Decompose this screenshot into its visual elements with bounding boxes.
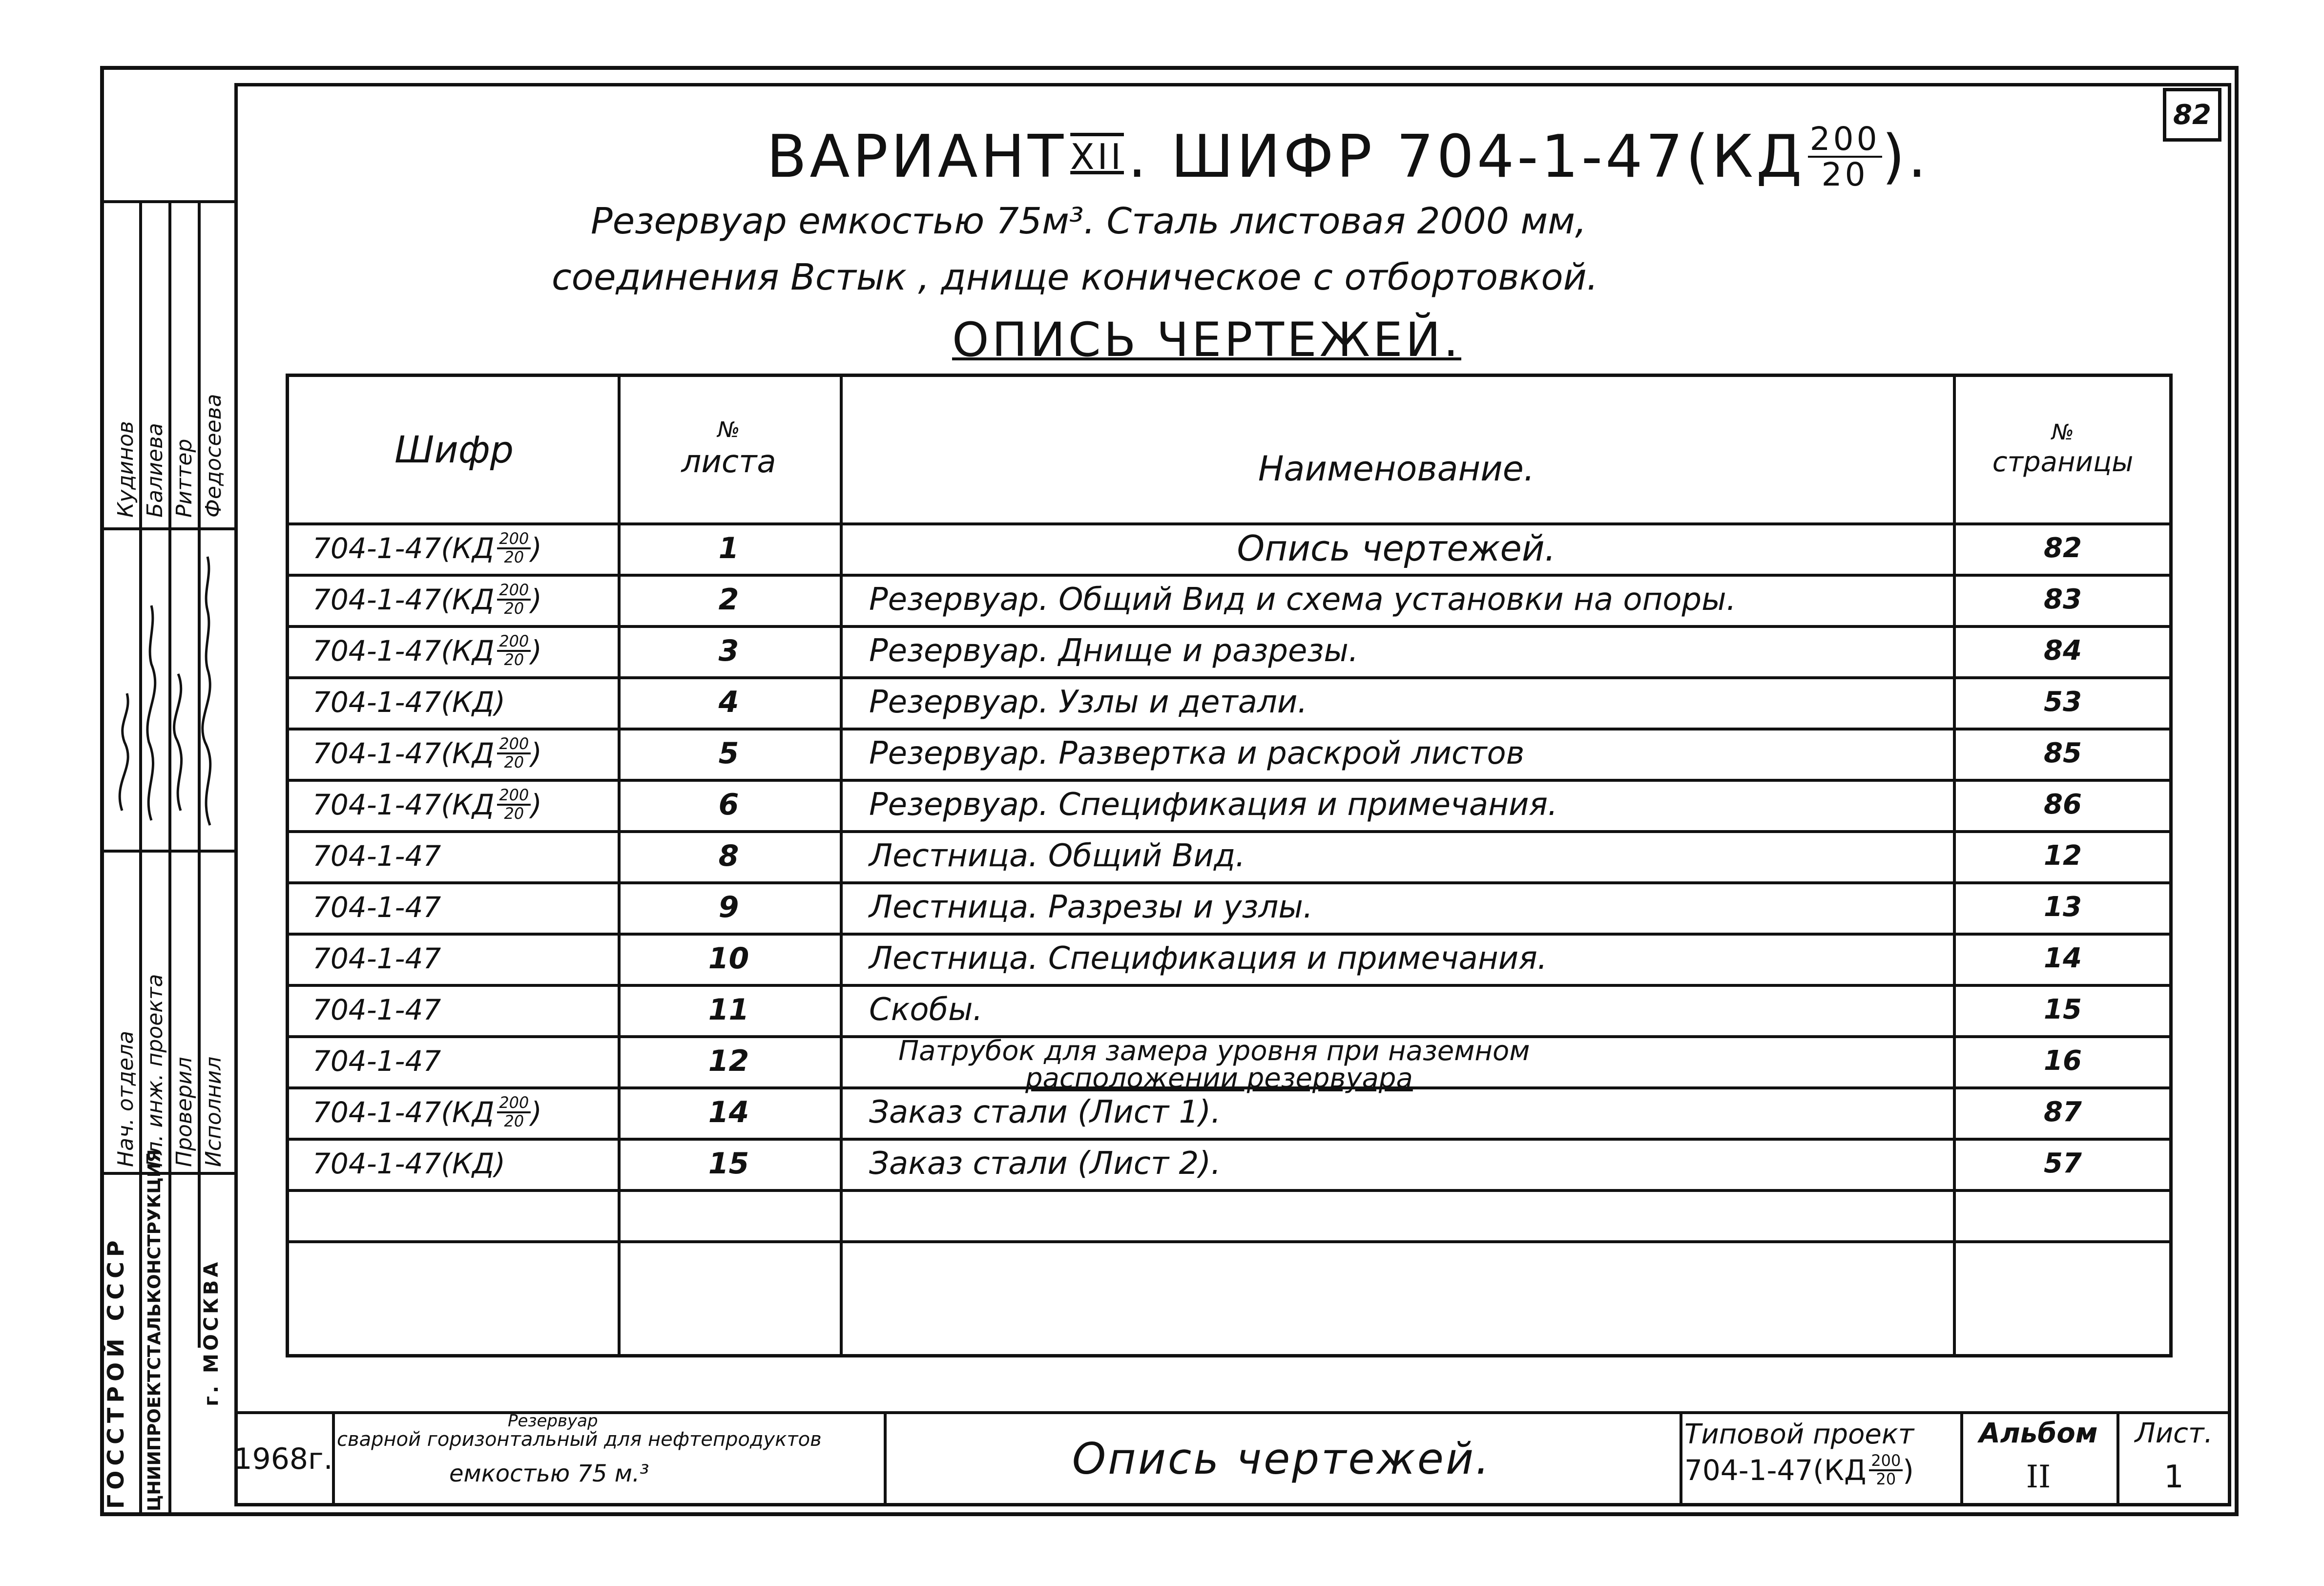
row-code-text: 704-1-47 [312, 890, 441, 924]
stamp-project-frac-den: 20 [1876, 1469, 1896, 1488]
row-frac-num: 200 [497, 1095, 531, 1113]
row-frac-den: 20 [504, 1111, 524, 1130]
row-code-end: ) [531, 736, 542, 770]
side-name-3: Риттер [172, 438, 197, 518]
side-role-2: Гл. инж. проекта [143, 974, 167, 1167]
row-frac-den: 20 [504, 547, 524, 566]
side-role-1: Нач. отдела [113, 1030, 138, 1167]
row-code-wrap [312, 787, 542, 822]
row-code-text: 704-1-47(КД [312, 531, 495, 565]
row-code-end: ) [531, 531, 542, 565]
row-name: Резервуар. Общий Вид и схема установки на опоры. [869, 581, 1737, 618]
row-name: Заказ стали (Лист 1). [869, 1094, 1221, 1130]
row-page: 82 [2044, 532, 2082, 564]
side-h2 [100, 850, 234, 853]
row-name: Скобы. [869, 991, 983, 1028]
row-code-text: 704-1-47(КД [312, 634, 495, 668]
row-frac-den: 20 [504, 804, 524, 823]
row-code [312, 676, 615, 728]
header-sheet-sign: № [717, 417, 740, 443]
row-sheet: 3 [718, 633, 739, 668]
stamp-album-label: Альбом [1979, 1417, 2098, 1449]
row-sheet: 5 [718, 736, 739, 771]
row-name: Резервуар. Развертка и раскрой листов [869, 735, 1525, 772]
row-code-wrap [312, 1147, 505, 1180]
header-sheet-label: листа [681, 444, 776, 480]
row-frac-den: 20 [504, 599, 524, 618]
row-name: Лестница. Общий Вид. [869, 837, 1245, 874]
side-org-3: г. МОСКВА [200, 1259, 223, 1406]
row-code-fraction [497, 531, 531, 565]
row-page: 87 [2044, 1096, 2082, 1128]
row-page: 53 [2044, 686, 2082, 718]
signature-2 [147, 605, 155, 820]
row-code-text: 704-1-47(КД [312, 788, 495, 821]
row-frac-num: 200 [497, 633, 531, 652]
row-code-wrap [312, 736, 542, 771]
side-v1 [139, 200, 142, 1516]
row-code [312, 881, 615, 933]
header-page [1955, 378, 2170, 520]
row-frac-den: 20 [504, 650, 524, 669]
stamp-desc-2: сварной горизонтальный для нефтепродуктов [337, 1428, 822, 1451]
row-code-wrap [312, 1044, 441, 1078]
side-role-3: Проверил [172, 1057, 197, 1167]
row-code [312, 1086, 615, 1138]
signature-1 [120, 693, 128, 811]
row-code-text: 704-1-47 [312, 993, 441, 1026]
row-sheet: 11 [708, 992, 749, 1027]
header-sheet [620, 378, 837, 520]
side-v2 [168, 200, 171, 1516]
row-code-wrap [312, 686, 505, 719]
side-h1 [100, 527, 234, 530]
row-code-wrap [312, 1095, 542, 1129]
row-code [312, 574, 615, 625]
stamp-v3 [1680, 1411, 1682, 1506]
row-code-end: ) [531, 1095, 542, 1129]
stamp-project-end: ) [1903, 1453, 1914, 1487]
row-page: 83 [2044, 584, 2082, 615]
stamp-project-label: Типовой проект [1684, 1419, 1914, 1450]
row-frac-num: 200 [497, 787, 531, 806]
header-name: Наименование. [1258, 449, 1535, 489]
row-code [312, 1035, 615, 1086]
stamp-sheet-label: Лист. [2135, 1417, 2213, 1449]
row-sheet: 15 [708, 1146, 749, 1181]
row-code-text: 704-1-47 [312, 839, 441, 873]
row-code-wrap [312, 582, 542, 617]
row-code-fraction [497, 582, 531, 617]
row-sheet: 12 [708, 1043, 749, 1078]
row-frac-num: 200 [497, 736, 531, 754]
row-code [312, 984, 615, 1035]
row-code-text: 704-1-47(КД [312, 1095, 495, 1129]
row-page: 13 [2044, 891, 2082, 923]
row-sheet: 1 [718, 531, 739, 565]
row-code-end: ) [531, 788, 542, 821]
row-code-wrap [312, 531, 542, 565]
title-frac-den: 20 [1821, 156, 1868, 194]
stamp-album-value: II [2026, 1459, 2051, 1495]
title-frac-num: 200 [1808, 122, 1882, 158]
row-frac-den: 20 [504, 752, 524, 772]
row-sheet: 6 [718, 787, 739, 822]
row-code-text: 704-1-47 [312, 941, 441, 975]
row-name: Резервуар. Спецификация и примечания. [869, 786, 1558, 823]
row-name-line1: Патрубок для замера уровня при наземном [898, 1035, 1530, 1067]
row-page: 12 [2044, 840, 2082, 872]
row-name: Лестница. Разрезы и узлы. [869, 889, 1313, 925]
row-code [312, 728, 615, 779]
side-name-1: Кудинов [113, 421, 138, 518]
row-code-wrap [312, 942, 441, 975]
row-sheet: 9 [718, 890, 739, 924]
row-code-text: 704-1-47(КД) [312, 685, 506, 719]
title-sep: . ШИФР 704-1-47(КД [1127, 123, 1805, 191]
row-code [312, 522, 615, 574]
stamp-desc-3: емкостью 75 м.³ [449, 1460, 649, 1487]
row-code-wrap [312, 633, 542, 668]
row-code [312, 625, 615, 676]
heading: ОПИСЬ ЧЕРТЕЖЕЙ. [952, 313, 1462, 367]
row-code-text: 704-1-47 [312, 1044, 441, 1078]
row-code-wrap [312, 993, 441, 1026]
side-h3 [100, 1172, 234, 1175]
signatures [103, 537, 232, 840]
side-org-1: ГОССТРОЙ СССР [103, 1235, 129, 1509]
page-title [767, 122, 1930, 192]
row-sheet: 4 [718, 685, 739, 719]
row-line [286, 1240, 2173, 1243]
title-prefix: ВАРИАНТ [767, 123, 1067, 191]
side-role-4: Исполнил [201, 1056, 226, 1167]
row-page: 57 [2044, 1148, 2082, 1179]
row-name: Заказ стали (Лист 2). [869, 1145, 1221, 1182]
row-code-wrap [312, 839, 441, 873]
row-page: 85 [2044, 737, 2082, 769]
side-name-2: Балиева [143, 423, 167, 518]
row-page: 86 [2044, 789, 2082, 820]
row-code-text: 704-1-47(КД) [312, 1147, 506, 1180]
stamp-project-fraction [1869, 1453, 1903, 1487]
row-code [312, 779, 615, 830]
row-name [869, 1035, 1948, 1094]
side-org-2: ЦНИИПРОЕКТСТАЛЬКОНСТРУКЦИЯ [145, 1149, 165, 1511]
title-fraction [1808, 122, 1882, 192]
row-line [286, 1189, 2173, 1192]
row-frac-num: 200 [497, 531, 531, 549]
row-page: 84 [2044, 635, 2082, 667]
row-code [312, 933, 615, 984]
row-frac-num: 200 [497, 582, 531, 601]
header-code: Шифр [394, 427, 514, 471]
side-name-4: Федосеева [201, 394, 226, 518]
row-name-line2: расположении резервуара [1025, 1063, 1413, 1094]
row-page: 16 [2044, 1045, 2082, 1077]
row-sheet: 2 [718, 582, 739, 617]
title-suffix: ). [1882, 123, 1930, 191]
header-page-label: страницы [1992, 446, 2134, 478]
page-number: 82 [2173, 99, 2211, 131]
stamp-project-code-text: 704-1-47(КД [1684, 1453, 1867, 1487]
row-code-fraction [497, 787, 531, 822]
stamp-sheet-value: 1 [2164, 1459, 2184, 1495]
row-page: 15 [2044, 994, 2082, 1025]
row-sheet: 10 [708, 941, 749, 976]
signature-3 [174, 674, 182, 811]
row-code-text: 704-1-47(КД [312, 583, 495, 616]
side-h0 [100, 200, 234, 203]
row-code [312, 830, 615, 881]
row-page: 14 [2044, 942, 2082, 974]
row-sheet: 14 [708, 1095, 749, 1129]
stamp-desc-1: Резервуар [508, 1411, 598, 1431]
subtitle-line1: Резервуар емкостью 75м³. Сталь листовая 2000 мм, [591, 200, 1587, 242]
subtitle-line2: соединения Встык , днище коническое с отбортовкой. [552, 256, 1598, 298]
stamp-project-code [1684, 1453, 1914, 1487]
row-code-text: 704-1-47(КД [312, 736, 495, 770]
header-page-sign: № [2052, 420, 2074, 445]
row-code [312, 1138, 615, 1189]
row-name: Лестница. Спецификация и примечания. [869, 940, 1548, 977]
row-code-fraction [497, 1095, 531, 1129]
row-code-end: ) [531, 583, 542, 616]
row-code-fraction [497, 736, 531, 771]
row-name: Резервуар. Днище и разрезы. [869, 632, 1359, 669]
signature-4 [203, 557, 210, 825]
stamp-year: 1968г. [233, 1441, 333, 1476]
row-sheet: 8 [718, 838, 739, 873]
row-code-fraction [497, 633, 531, 668]
stamp-doc-name: Опись чертежей. [1072, 1434, 1492, 1484]
row-code-end: ) [531, 634, 542, 668]
row-name: Опись чертежей. [1237, 527, 1556, 569]
row-code-wrap [312, 891, 441, 924]
title-variant: XII [1070, 136, 1124, 178]
row-name: Резервуар. Узлы и детали. [869, 684, 1307, 720]
stamp-project-frac-num: 200 [1869, 1453, 1903, 1471]
